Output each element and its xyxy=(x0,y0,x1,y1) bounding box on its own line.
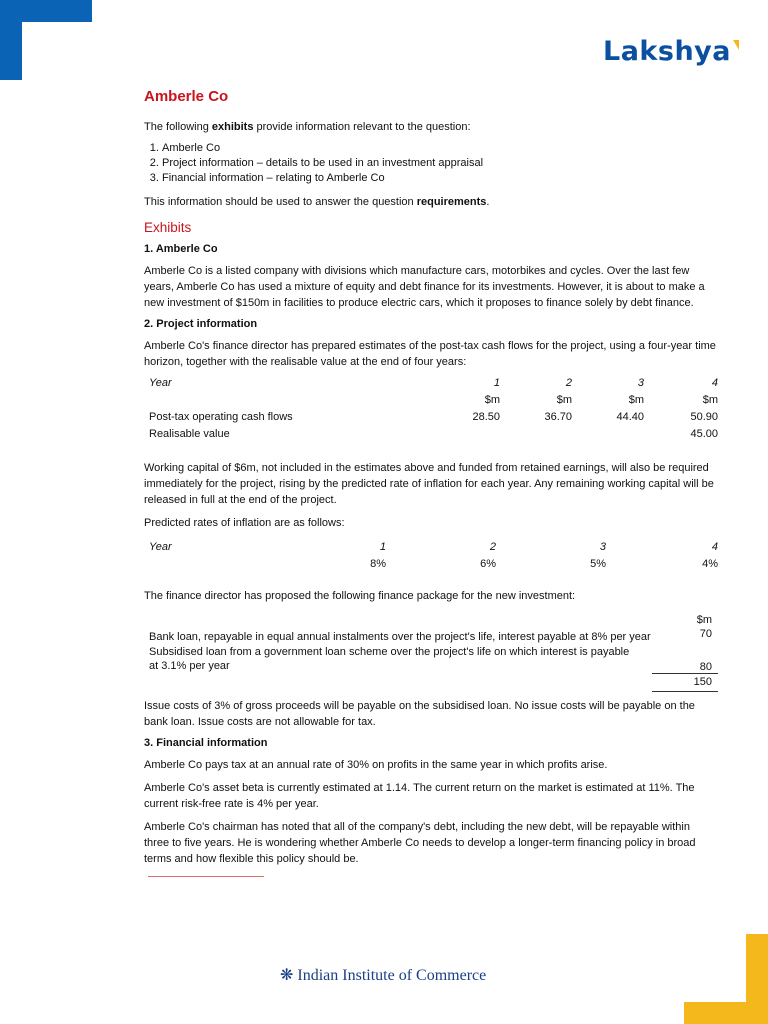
corner-bar-vertical xyxy=(746,934,768,1024)
row-label: Bank loan, repayable in equal annual instalments over the project's life, interest payable at 8% per year xyxy=(149,630,651,643)
lakshya-logo xyxy=(603,36,739,67)
row-label: Post-tax operating cash flows xyxy=(149,410,293,423)
bottom-right-corner-decoration xyxy=(684,934,768,1024)
requirements-text: This information should be used to answer the question requirements. xyxy=(144,196,490,208)
rate-cell: 4% xyxy=(702,557,718,570)
working-capital-text: Working capital of $6m, not included in the estimates above and funded from retained earnings, will also be required immediately for the project, rising by the predicted rate of inflation for each year. Any remaining working capital will be released in full at the end of the project. xyxy=(144,462,714,506)
year-header: Year xyxy=(149,540,172,553)
section-2-heading: 2. Project information xyxy=(144,318,258,330)
table-row xyxy=(144,408,718,425)
row-label: Realisable value xyxy=(149,427,230,440)
table-row xyxy=(144,628,718,645)
value-cell: 80 xyxy=(699,660,712,673)
top-left-corner-decoration xyxy=(0,0,92,80)
value-cell xyxy=(572,425,644,442)
unit-cell: $m xyxy=(702,393,718,406)
page-title: Amberle Co xyxy=(144,88,229,105)
exhibits-heading: Exhibits xyxy=(144,220,192,235)
year-cell: 2 xyxy=(565,376,572,389)
year-cell: 3 xyxy=(599,540,606,553)
document-content xyxy=(144,88,718,874)
issue-costs-text: Issue costs of 3% of gross proceeds will be payable on the subsidised loan. No issue costs will be payable on the bank loan. Issue costs are not allowable for tax. xyxy=(144,699,695,728)
finance-intro: The finance director has proposed the following finance package for the new investment: xyxy=(144,590,576,602)
value-cell: 45.00 xyxy=(690,427,718,440)
table-row xyxy=(144,538,718,555)
row-label: Subsidised loan from a government loan scheme over the project's life on which interest is payable at 3.1% per year xyxy=(149,646,630,672)
unit-cell: $m xyxy=(556,393,572,406)
inflation-intro: Predicted rates of inflation are as follows: xyxy=(144,517,345,529)
year-cell: 4 xyxy=(711,540,718,553)
logo-accent-icon xyxy=(733,40,739,50)
corner-bar-vertical xyxy=(0,0,22,80)
table-row xyxy=(144,611,718,628)
exhibit-list-item: 1. Amberle Co xyxy=(162,141,718,156)
value-cell: 36.70 xyxy=(544,410,572,423)
year-cell: 3 xyxy=(637,376,644,389)
section-1-heading: 1. Amberle Co xyxy=(144,243,218,255)
section-1-text: Amberle Co is a listed company with divisions which manufacture cars, motorbikes and cycles. Over the last few years, Amberle Co has used a mixture of equity and debt finance for its investments. However, it is about to make a new investment of $150m in facilities to produce electric cars, which it proposes to finance solely by debt finance. xyxy=(144,265,705,309)
value-cell: 50.90 xyxy=(690,410,718,423)
section-3-heading: 3. Financial information xyxy=(144,736,268,749)
finance-package-table xyxy=(144,611,718,692)
year-cell: 1 xyxy=(379,540,386,553)
section-3-paragraph: Amberle Co pays tax at an annual rate of 30% on profits in the same year in which profits arise. xyxy=(144,758,608,771)
footer-institute xyxy=(280,965,486,985)
table-row xyxy=(144,374,718,391)
footer-text: Indian Institute of Commerce xyxy=(297,967,487,984)
red-underline-divider xyxy=(148,876,264,877)
section-2-text: Amberle Co's finance director has prepared estimates of the post-tax cash flows for the project, using a four-year time horizon, together with the realisable value at the end of four years: xyxy=(144,340,716,368)
intro-text: The following exhibits provide information relevant to the question: xyxy=(144,121,471,133)
value-cell: 44.40 xyxy=(616,410,644,423)
section-3-paragraph: Amberle Co's asset beta is currently estimated at 1.14. The current return on the market is estimated at 11%. The current risk-free rate is 4% per year. xyxy=(144,781,695,810)
total-cell: 150 xyxy=(652,673,718,691)
exhibit-list xyxy=(144,141,718,186)
table-row xyxy=(144,555,718,572)
cash-flow-table xyxy=(144,374,718,442)
value-cell: 70 xyxy=(699,628,712,640)
rate-cell: 5% xyxy=(590,557,606,570)
table-row xyxy=(144,645,718,673)
value-cell: 28.50 xyxy=(472,410,500,423)
unit-cell: $m xyxy=(696,613,712,626)
value-cell xyxy=(500,425,572,442)
table-row xyxy=(144,391,718,408)
rate-cell: 6% xyxy=(480,557,496,570)
unit-cell: $m xyxy=(628,393,644,406)
value-cell xyxy=(420,425,500,442)
year-cell: 2 xyxy=(489,540,496,553)
inflation-table xyxy=(144,538,718,572)
unit-cell: $m xyxy=(484,393,500,406)
year-header: Year xyxy=(149,376,172,389)
year-cell: 4 xyxy=(711,376,718,389)
section-3-paragraph: Amberle Co's chairman has noted that all of the company's debt, including the new debt, will be repayable within three to five years. He is wondering whether Amberle Co needs to develop a longer-term financing policy in broad terms and how flexible this policy should be. xyxy=(144,820,696,865)
rate-cell: 8% xyxy=(370,557,386,570)
exhibit-list-item: 2. Project information – details to be used in an investment appraisal xyxy=(162,156,718,171)
year-cell: 1 xyxy=(493,376,500,389)
logo-text: Lakshya xyxy=(603,36,731,67)
table-row xyxy=(144,425,718,442)
snowflake-star-icon: ❋ xyxy=(280,965,294,984)
exhibit-list-item: 3. Financial information – relating to Amberle Co xyxy=(162,171,718,186)
table-row xyxy=(144,673,718,691)
